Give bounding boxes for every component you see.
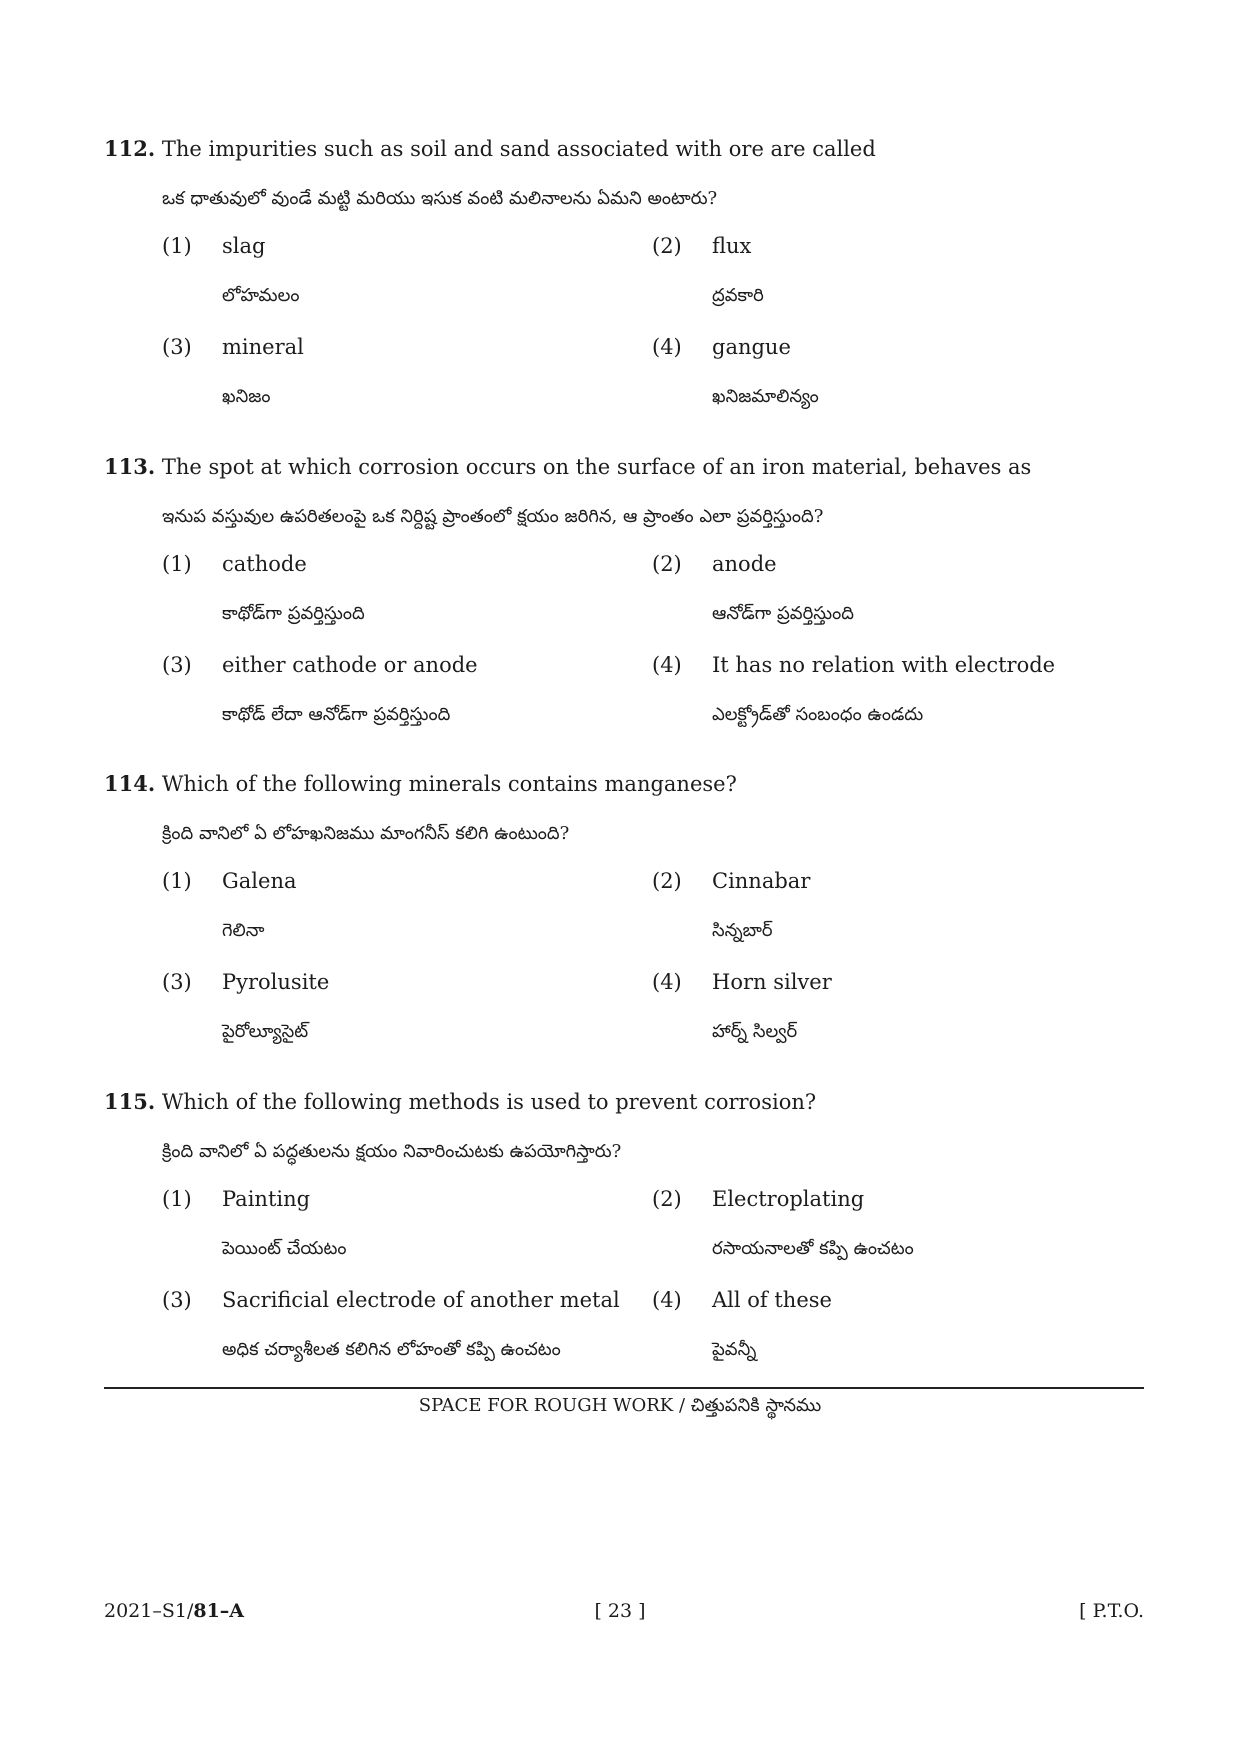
option-text-en: mineral bbox=[222, 335, 304, 359]
option-text-en: cathode bbox=[222, 552, 307, 576]
option-text-en: All of these bbox=[712, 1288, 832, 1312]
question-text-en: 115. Which of the following methods is used to prevent corrosion? bbox=[104, 1089, 817, 1114]
option-text-te: సిన్నబార్ bbox=[712, 920, 773, 941]
option-text-en: It has no relation with electrode bbox=[712, 653, 1056, 677]
option-text-en: Cinnabar bbox=[712, 869, 811, 893]
option-text-te: అధిక చర్యాశీలత కలిగిన లోహంతో కప్పి ఉంచటం bbox=[222, 1339, 561, 1360]
option-number: (2) bbox=[652, 1187, 682, 1211]
option-number: (1) bbox=[162, 869, 192, 893]
option-text-te: ఎలక్ట్రోడ్‌తో సంబంధం ఉండదు bbox=[712, 704, 924, 725]
option-text-te: కాథోడ్‌గా ప్రవర్తిస్తుంది bbox=[222, 603, 365, 624]
option-text-en: either cathode or anode bbox=[222, 653, 478, 677]
question-text-te: క్రింది వానిలో ఏ లోహఖనిజము మాంగనీస్ కలిగి ఉంటుంది? bbox=[162, 823, 570, 844]
question-112 bbox=[104, 132, 1144, 433]
option-number: (3) bbox=[162, 653, 192, 677]
question-text-en: 114. Which of the following minerals contains manganese? bbox=[104, 771, 737, 796]
question-113 bbox=[104, 450, 1144, 751]
paper-code: 2021–S1/81–A bbox=[104, 1600, 245, 1622]
option-text-en: Galena bbox=[222, 869, 297, 893]
option-text-en: Electroplating bbox=[712, 1187, 865, 1211]
option-text-te: ద్రవకారి bbox=[712, 285, 764, 306]
option-text-en: Painting bbox=[222, 1187, 311, 1211]
option-text-en: flux bbox=[712, 234, 752, 258]
option-text-te: పైవన్నీ bbox=[712, 1339, 757, 1360]
options-grid bbox=[104, 229, 1144, 433]
pto-label: [ P.T.O. bbox=[1079, 1600, 1144, 1622]
question-text-te: క్రింది వానిలో ఏ పద్ధతులను క్షయం నివారించుటకు ఉపయోగిస్తారు? bbox=[162, 1141, 622, 1162]
question-number: 112. bbox=[104, 136, 156, 161]
question-text-en: 113. The spot at which corrosion occurs on the surface of an iron material, behaves as bbox=[104, 454, 1032, 479]
option-text-te: లోహమలం bbox=[222, 285, 300, 306]
options-grid bbox=[104, 1182, 1144, 1386]
option-number: (4) bbox=[652, 335, 682, 359]
option-text-te: రసాయనాలతో కప్పి ఉంచటం bbox=[712, 1238, 914, 1259]
option-number: (4) bbox=[652, 653, 682, 677]
question-text-en: 112. The impurities such as soil and sand associated with ore are called bbox=[104, 136, 876, 161]
option-number: (1) bbox=[162, 552, 192, 576]
option-number: (4) bbox=[652, 1288, 682, 1312]
option-text-te: కాథోడ్ లేదా ఆనోడ్‌గా ప్రవర్తిస్తుంది bbox=[222, 704, 451, 725]
option-text-en: Pyrolusite bbox=[222, 970, 330, 994]
question-number: 115. bbox=[104, 1089, 156, 1114]
option-number: (3) bbox=[162, 335, 192, 359]
question-text-te: ఇనుప వస్తువుల ఉపరితలంపై ఒక నిర్దిష్ట ప్రాంతంలో క్షయం జరిగిన, ఆ ప్రాంతం ఎలా ప్రవర్తిస్తుంది? bbox=[162, 506, 824, 527]
options-grid bbox=[104, 547, 1144, 751]
option-text-te: ఖనిజం bbox=[222, 386, 271, 407]
option-number: (3) bbox=[162, 970, 192, 994]
option-number: (1) bbox=[162, 234, 192, 258]
question-number: 113. bbox=[104, 454, 156, 479]
option-number: (1) bbox=[162, 1187, 192, 1211]
option-text-en: Horn silver bbox=[712, 970, 832, 994]
page-number: [ 23 ] bbox=[594, 1600, 646, 1622]
options-grid bbox=[104, 864, 1144, 1068]
question-114 bbox=[104, 767, 1144, 1068]
option-text-en: anode bbox=[712, 552, 777, 576]
option-text-en: Sacrificial electrode of another metal bbox=[222, 1288, 620, 1312]
option-text-en: gangue bbox=[712, 335, 791, 359]
option-number: (2) bbox=[652, 234, 682, 258]
option-text-te: ఆనోడ్‌గా ప్రవర్తిస్తుంది bbox=[712, 603, 854, 624]
question-text-te: ఒక ధాతువులో వుండే మట్టి మరియు ఇసుక వంటి మలినాలను ఏమని అంటారు? bbox=[162, 188, 718, 209]
option-text-te: పెయింట్ చేయటం bbox=[222, 1238, 347, 1259]
option-text-en: slag bbox=[222, 234, 266, 258]
option-text-te: హార్న్ సిల్వర్ bbox=[712, 1021, 798, 1042]
option-number: (2) bbox=[652, 552, 682, 576]
option-text-te: పైరోల్యూసైట్ bbox=[222, 1021, 309, 1042]
option-text-te: గెలినా bbox=[222, 920, 265, 941]
question-115 bbox=[104, 1085, 1144, 1386]
option-number: (3) bbox=[162, 1288, 192, 1312]
option-number: (2) bbox=[652, 869, 682, 893]
option-number: (4) bbox=[652, 970, 682, 994]
option-text-te: ఖనిజమాలిన్యం bbox=[712, 386, 819, 407]
rough-work-label: SPACE FOR ROUGH WORK / చిత్తుపనికి స్థానము bbox=[418, 1395, 822, 1416]
divider-rule bbox=[104, 1387, 1144, 1389]
question-number: 114. bbox=[104, 771, 156, 796]
